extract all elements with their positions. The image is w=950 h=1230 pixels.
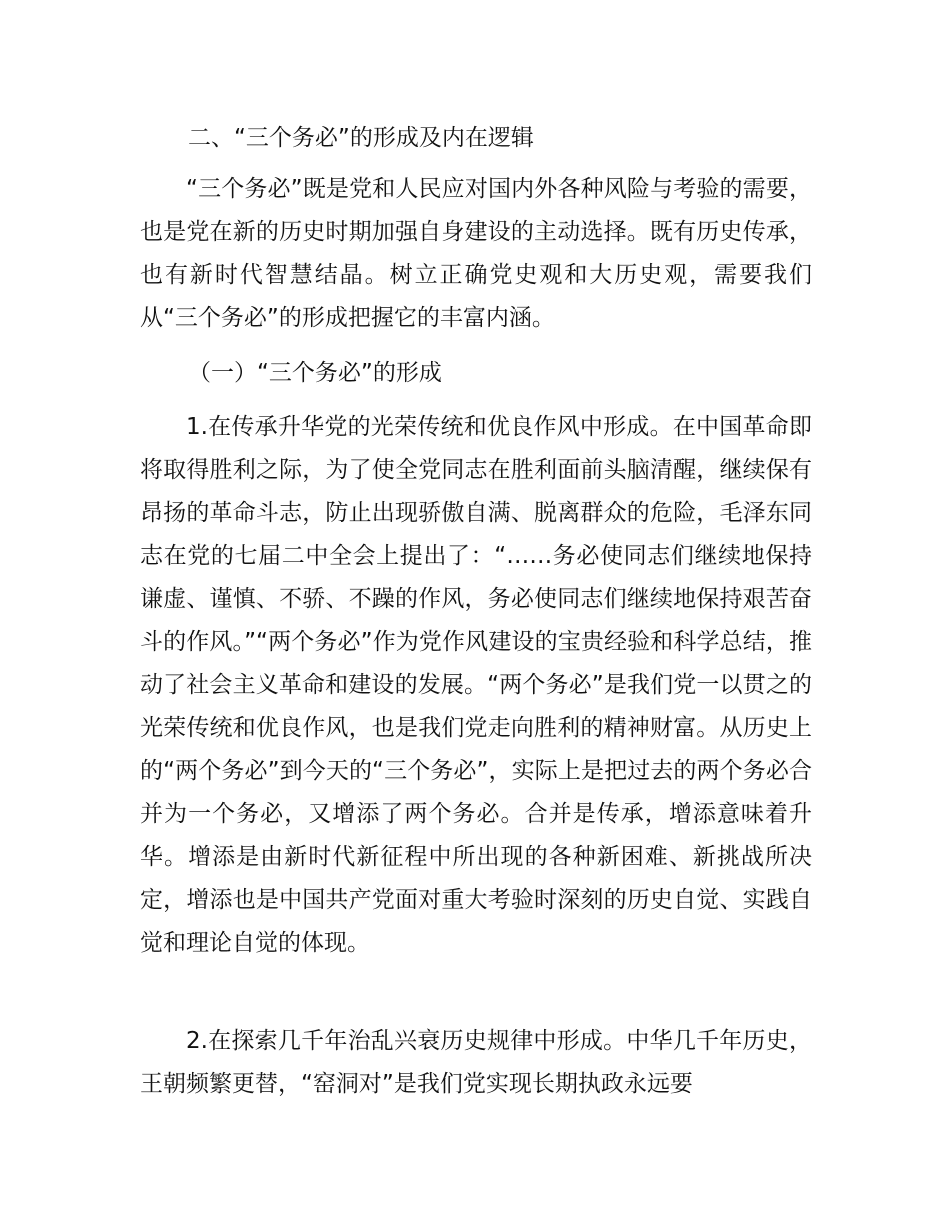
- intro-paragraph: “三个务必”既是党和人民应对国内外各种风险与考验的需要，也是党在新的历史时期加强自身建设的主动选择。既有历史传承，也有新时代智慧结晶。树立正确党史观和大历史观，需要我们从“三个务必”的形成把握它的丰富内涵。: [140, 176, 812, 331]
- section-heading: 二、“三个务必”的形成及内在逻辑: [188, 125, 534, 151]
- subsection-heading: （一）“三个务必”的形成: [188, 360, 442, 386]
- paragraph-1: 1.在传承升华党的光荣传统和优良作风中形成。在中国革命即将取得胜利之际，为了使全党同志在胜利面前头脑清醒，继续保有昂扬的革命斗志，防止出现骄傲自满、脱离群众的危险，毛泽东同志在党的七届二中全会上提出了：“……务必使同志们继续地保持谦虚、谨慎、不骄、不躁的作风，务必使同志们继续地保持艰苦奋斗的作风。”“两个务必”作为党作风建设的宝贵经验和科学总结，推动了社会主义革命和建设的发展。“两个务必”是我们党一以贯之的光荣传统和优良作风，也是我们党走向胜利的精神财富。从历史上的“两个务必”到今天的“三个务必”，实际上是把过去的两个务必合并为一个务必，又增添了两个务必。合并是传承，增添意味着升华。增添是由新时代新征程中所出现的各种新困难、新挑战所决定，增添也是中国共产党面对重大考验时深刻的历史自觉、实践自觉和理论自觉的体现。: [140, 414, 812, 956]
- paragraph-2: 2.在探索几千年治乱兴衰历史规律中形成。中华几千年历史，王朝频繁更替，“窑洞对”是我们党实现长期执政永远要: [140, 1028, 812, 1097]
